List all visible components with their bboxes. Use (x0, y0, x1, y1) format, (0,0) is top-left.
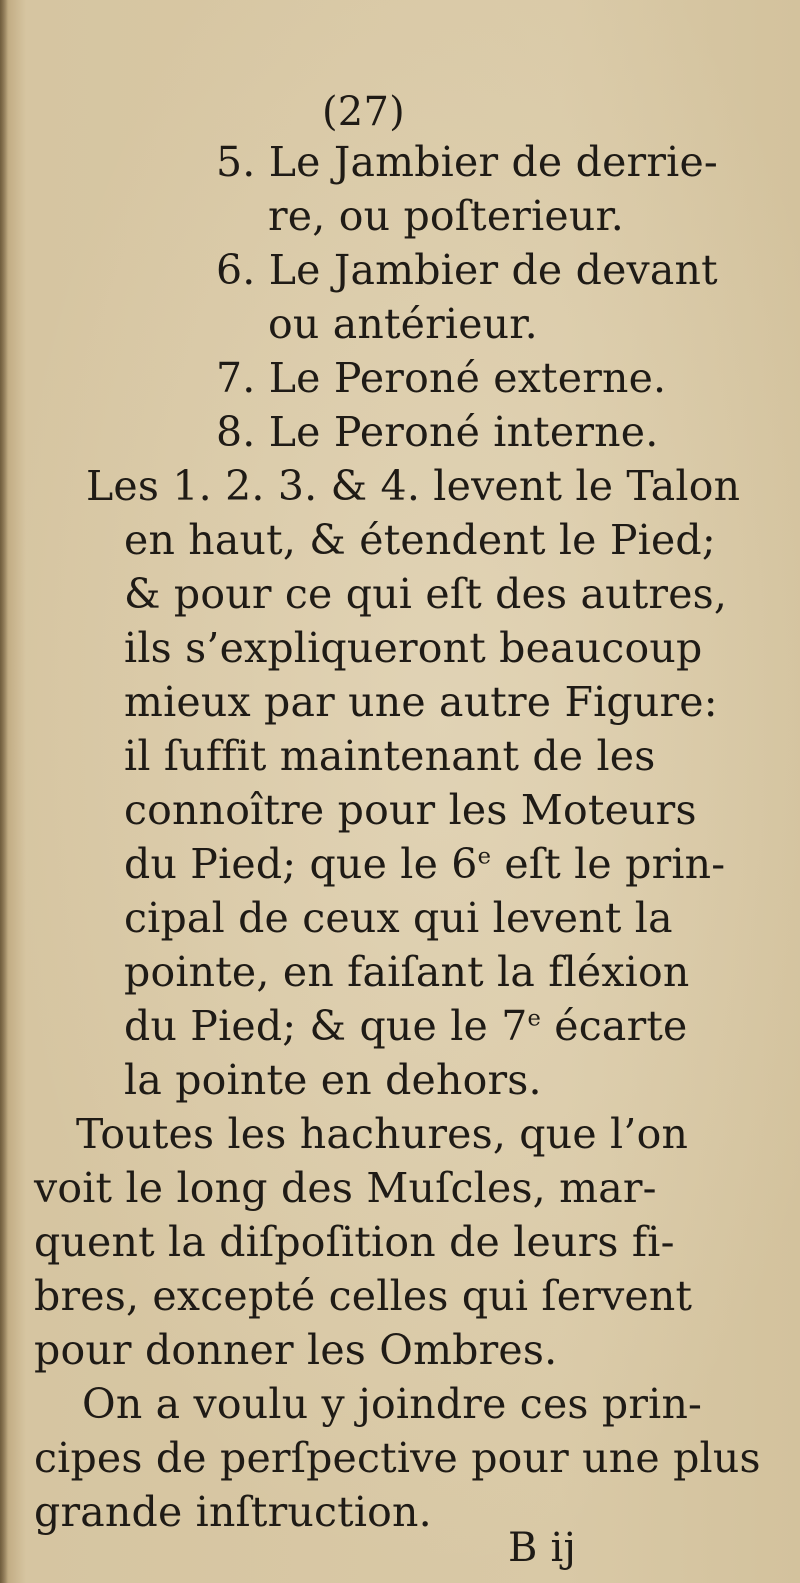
text-line: voit le long des Muſcles, mar- (34, 1164, 657, 1212)
text-line: grande inſtruction. (34, 1488, 432, 1536)
text-line: mieux par une autre Figure: (124, 678, 718, 726)
text-line: & pour ce qui eſt des autres, (124, 570, 728, 618)
text-line: pour donner les Ombres. (34, 1326, 558, 1374)
text-line: pointe, en faiſant la fléxion (124, 948, 690, 996)
superscript-e: e (527, 1005, 542, 1032)
page-number: (27) (322, 89, 405, 135)
signature-mark: B ij (508, 1525, 577, 1571)
text-line: la pointe en dehors. (124, 1056, 542, 1104)
text-line: 6. Le Jambier de devant (216, 246, 718, 294)
text-line: quent la diſpoſition de leurs fi- (34, 1218, 675, 1266)
text-line: il ſuffit maintenant de les (124, 732, 656, 780)
text-line: On a voulu y joindre ces prin- (82, 1380, 703, 1428)
text-line: Les 1. 2. 3. & 4. levent le Talon (86, 462, 741, 510)
text-line: 5. Le Jambier de derrie- (216, 138, 718, 186)
text-line: 8. Le Peroné interne. (216, 408, 659, 456)
text-line: ou antérieur. (268, 300, 538, 348)
text-line: du Pied; que le 6e eſt le prin- (124, 840, 726, 888)
text-line: 7. Le Peroné externe. (216, 354, 667, 402)
text-line: Toutes les hachures, que l’on (76, 1110, 689, 1158)
text-line: du Pied; & que le 7e écarte (124, 1002, 688, 1050)
text-line: bres, excepté celles qui ſervent (34, 1272, 693, 1320)
superscript-e: e (477, 843, 492, 870)
text-line: ils s’expliqueront beaucoup (124, 624, 703, 672)
text-line: en haut, & étendent le Pied; (124, 516, 716, 564)
text-line: connoître pour les Moteurs (124, 786, 697, 834)
text-line: re, ou poſterieur. (268, 192, 625, 240)
text-line: cipes de perſpective pour une plus (34, 1434, 761, 1482)
text-line: cipal de ceux qui levent la (124, 894, 673, 942)
